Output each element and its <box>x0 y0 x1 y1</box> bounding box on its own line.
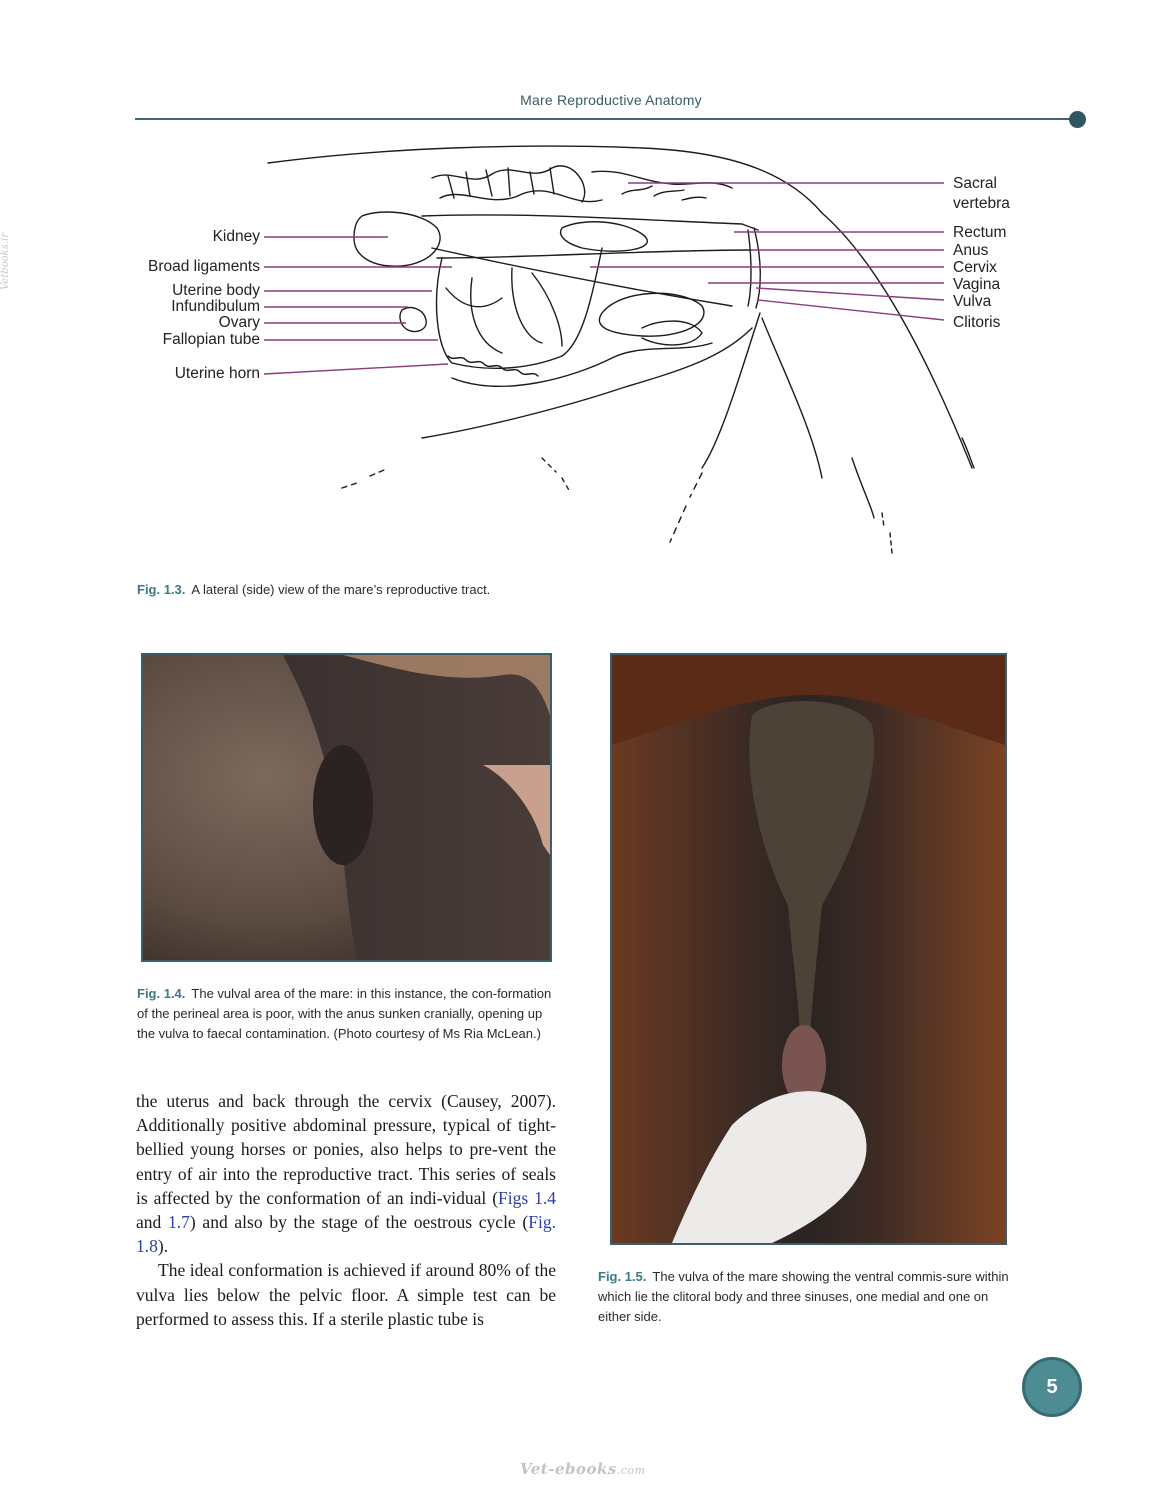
label-vertebra: vertebra <box>953 195 1010 212</box>
caption-fig-1-4 <box>137 984 553 1044</box>
body-paragraph-1-and: and <box>136 1212 168 1233</box>
photo-fig-1-4 <box>141 653 552 962</box>
label-vulva: Vulva <box>953 293 992 310</box>
body-paragraph-1-part-a: the uterus and back through the cervix (Causey, 2007). Additionally positive abdominal pressure, typical of tight-bellied young horses or ponies, also helps to pre-vent the entry of air into the reproductive tract. This series of seals is affected by the conformation of an indi-vidual ( <box>136 1091 556 1208</box>
caption-fig-1-4-number: Fig. 1.4. <box>137 986 186 1001</box>
footer-logo-suffix: .com <box>616 1464 646 1477</box>
label-uterine-body: Uterine body <box>172 282 260 299</box>
header-rule <box>135 118 1075 120</box>
label-vagina: Vagina <box>953 276 1001 293</box>
label-uterine-horn: Uterine horn <box>174 365 260 382</box>
label-rectum: Rectum <box>953 224 1007 241</box>
running-head: Mare Reproductive Anatomy <box>520 92 702 108</box>
body-paragraph-1-part-c: ). <box>157 1236 169 1257</box>
label-broad-ligaments: Broad ligaments <box>147 258 260 275</box>
label-kidney: Kidney <box>212 228 260 245</box>
caption-fig-1-5-text: The vulva of the mare showing the ventral commis-sure within which lie the clitoral body and three sinuses, one medial and one on either side. <box>598 1269 1009 1324</box>
page-number: 5 <box>1022 1357 1082 1417</box>
body-paragraph-2: The ideal conformation is achieved if around 80% of the vulva lies below the pelvic floor. A simple test can be performed to assess this. If a sterile plastic tube is <box>136 1260 556 1329</box>
label-cervix: Cervix <box>953 259 997 276</box>
body-paragraph-1-part-b: ) and also by the stage of the oestrous cycle ( <box>189 1212 529 1233</box>
xref-fig-1-7[interactable]: 1.7 <box>168 1212 190 1233</box>
caption-fig-1-5-number: Fig. 1.5. <box>598 1269 647 1284</box>
label-fallopian-tube: Fallopian tube <box>162 331 260 348</box>
caption-fig-1-3-text: A lateral (side) view of the mare’s reproductive tract. <box>191 582 491 597</box>
label-anus: Anus <box>953 242 989 259</box>
label-ovary: Ovary <box>218 314 260 331</box>
photo-fig-1-5-image <box>612 655 1005 1243</box>
caption-fig-1-3-number: Fig. 1.3. <box>137 582 186 597</box>
side-watermark <box>0 232 57 301</box>
photo-fig-1-4-image <box>143 655 550 960</box>
side-watermark-text: Vetbooks.ir <box>0 232 11 290</box>
body-text <box>136 1089 556 1331</box>
caption-fig-1-5 <box>598 1267 1018 1327</box>
body-paragraph-1 <box>136 1089 556 1258</box>
label-infundibulum: Infundibulum <box>171 298 260 315</box>
label-clitoris: Clitoris <box>953 314 1001 331</box>
caption-fig-1-3 <box>137 580 837 600</box>
caption-fig-1-4-text: The vulval area of the mare: in this instance, the con-formation of the perineal area is poor, with the anus sunken cranially, opening up the vulva to faecal contamination. (Photo courtesy of Ms Ria McLean.) <box>137 986 552 1041</box>
footer-logo-main: Vet-ebooks <box>520 1460 617 1478</box>
footer-logo <box>520 1460 646 1478</box>
header-dot <box>1069 111 1086 128</box>
xref-figs-1-4[interactable]: Figs 1.4 <box>498 1187 556 1208</box>
photo-fig-1-5 <box>610 653 1007 1245</box>
label-sacral: Sacral <box>953 175 997 192</box>
reproductive-tract-diagram <box>262 138 1018 558</box>
xref-fig-1-8[interactable]: Fig. 1.8 <box>136 1212 556 1257</box>
